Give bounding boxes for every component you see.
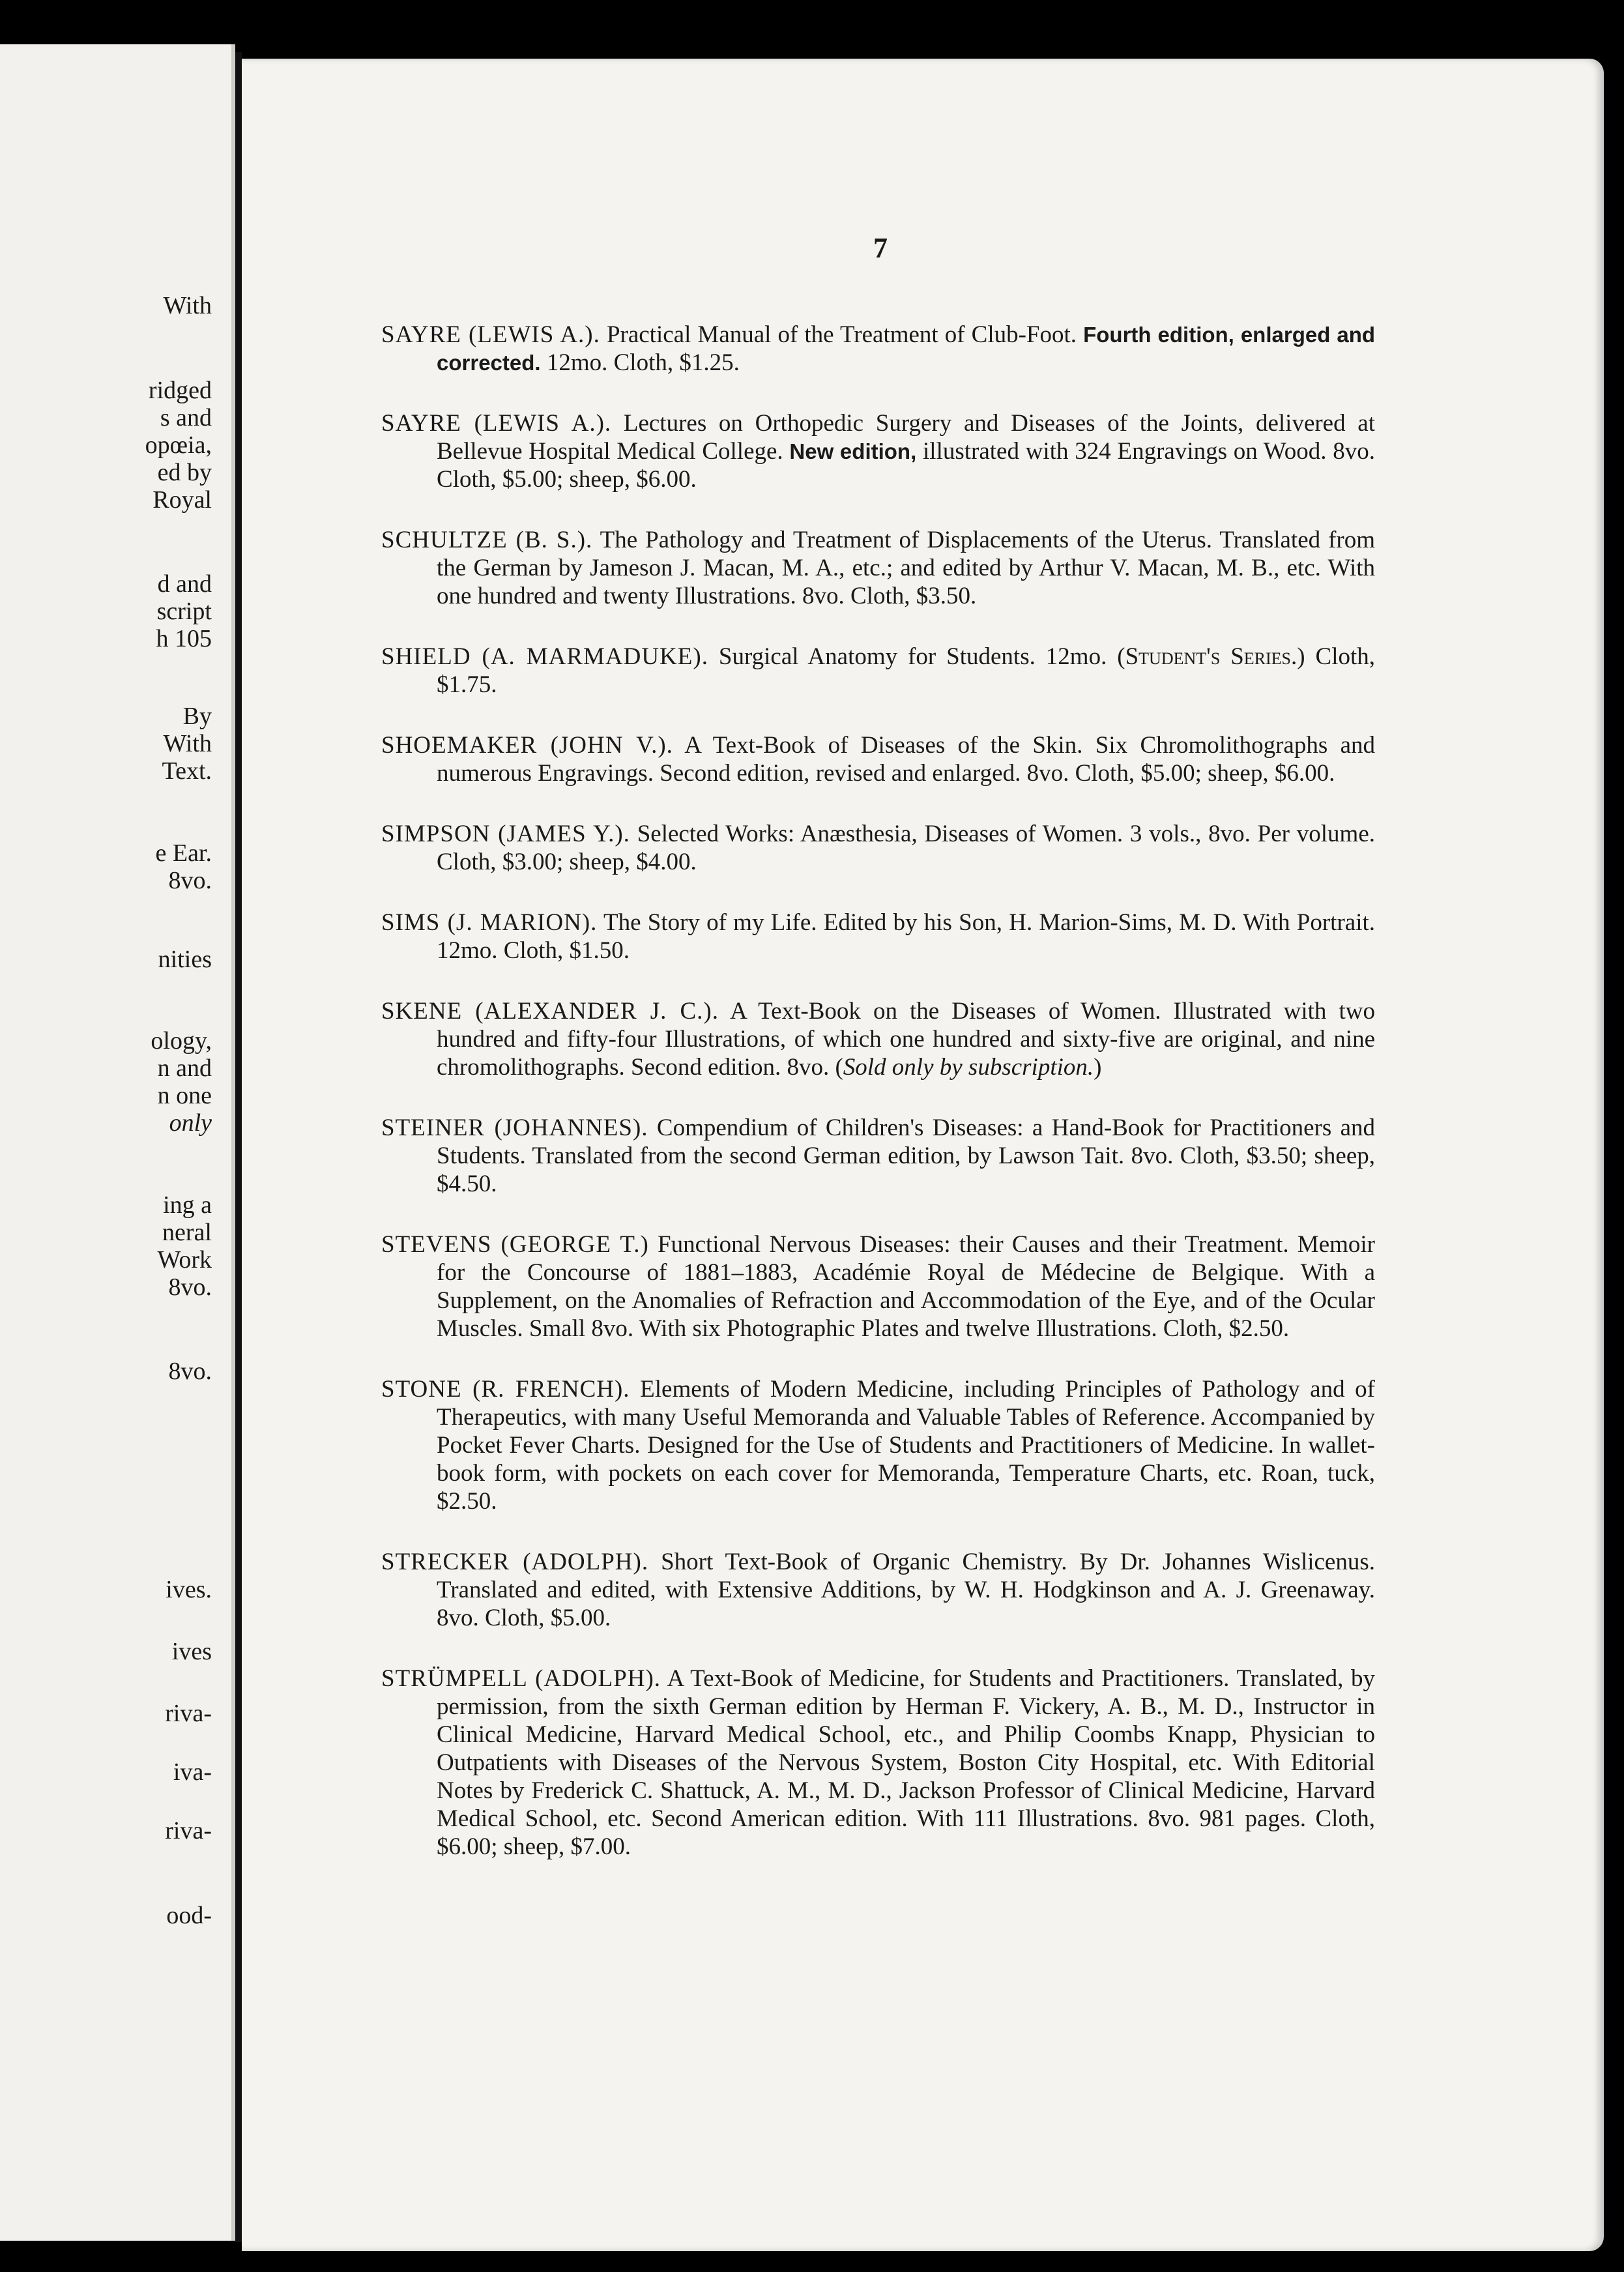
entry-description: The Pathology and Treatment of Displacements of the Uterus. Translated from the German by Jameson J. Macan, M. A., etc.; and edited by Arthur V. Macan, M. B., etc. With one hundred and twenty Illustrations. 8vo. Cloth, $3.50. [437,527,1376,609]
entry-description: Practical Manual of the Treatment of Club-Foot. [606,321,1084,348]
left-page-text-fragment: riva- [165,1700,212,1727]
left-page-text-fragment: iva- [173,1758,212,1786]
entry-description: Elements of Modern Medicine, including Principles of Pathology and of Therapeutics, with many Useful Memoranda and Valuable Tables of Reference. Accompanied by Pocket Fever Charts. Designed for the Use of Students and Practitioners of Medicine. In wallet-book form, with pockets on each cover for Memoranda, Temperature Charts, etc. Roan, tuck, $2.50. [437,1376,1376,1515]
left-page-text-fragment: With [163,292,212,319]
entry-description: Sold only by subscription. [843,1054,1094,1081]
catalog-entry [381,1548,1375,1632]
left-page-text-fragment: By [182,703,212,730]
left-page-text-fragment: Royal [152,486,212,514]
catalog-entry [381,731,1375,787]
left-page-text-fragment: h 105 [156,625,212,652]
catalog-entry [381,1231,1375,1343]
entry-description: Lectures on Orthopedic Surgery and Diseases of the Joints, delivered at Bellevue Hospital Medical College. [437,410,1376,465]
entry-description: A Text-Book of Medicine, for Students and Practitioners. Translated, by permission, from the sixth German edition by Herman F. Vickery, A. B., M. D., Instructor in Clinical Medicine, Harvard Medical School, etc., and Philip Coombs Knapp, Physician to Outpatients with Diseases of the Nervous System, Boston City Hospital, etc. With Editorial Notes by Frederick C. Shattuck, A. M., M. D., Jackson Professor of Clinical Medicine, Harvard Medical School, etc. Second American edition. With 111 Illustrations. 8vo. 981 pages. Cloth, $6.00; sheep, $7.00. [437,1665,1375,1860]
left-page-text-fragment: n and [157,1055,212,1082]
entry-description: New edition, [789,439,917,463]
left-page-text-fragment: opœia, [145,431,212,459]
entry-description: illustrated with 324 Engravings on Wood. 8vo. Cloth, $5.00; sheep, $6.00. [437,438,1376,493]
entry-author: STRECKER (ADOLPH). [381,1549,649,1575]
entry-description: Surgical Anatomy for Students. 12mo. ( [718,643,1125,670]
left-page-text-fragment: With [163,730,212,757]
catalog-entries [381,297,1375,1893]
page-number: 7 [873,232,888,264]
entry-description: Student's Series. [1125,643,1298,670]
left-page-text-fragment: Text. [162,757,212,785]
left-page-text-fragment: Work [157,1246,212,1274]
catalog-entry [381,1375,1375,1515]
entry-author: SIMPSON (JAMES Y.). [381,821,630,847]
left-page-text-fragment: ing a [163,1191,212,1219]
left-page-text-fragment: ed by [157,459,212,486]
left-page-text-fragment: script [156,598,212,625]
left-page-text-fragment: n one [157,1082,212,1109]
catalog-entry [381,909,1375,965]
left-page-text-fragment: only [169,1109,212,1137]
left-page-text-fragment: ridged [148,377,212,404]
left-page-text-fragment: ology, [151,1027,212,1055]
left-page-text-fragment: d and [157,570,212,598]
entry-description: 12mo. Cloth, $1.25. [540,349,740,376]
left-page-text-fragment: riva- [165,1817,212,1844]
entry-description: Compendium of Children's Diseases: a Hand-Book for Practitioners and Students. Translated from the second German edition, by Lawson Tait. 8vo. Cloth, $3.50; sheep, $4.50. [437,1114,1375,1197]
entry-author: SIMS (J. MARION). [381,909,598,936]
left-facing-page [0,44,235,2241]
entry-author: STRÜMPELL (ADOLPH). [381,1665,661,1692]
left-page-text-fragment: 8vo. [168,1358,212,1385]
catalog-entry [381,409,1375,493]
left-page-text-fragment: 8vo. [168,867,212,894]
entry-description: A Text-Book of Diseases of the Skin. Six Chromolithographs and numerous Engravings. Second edition, revised and enlarged. 8vo. Cloth, $5.00; sheep, $6.00. [437,732,1376,787]
entry-author: SHOEMAKER (JOHN V.). [381,732,673,759]
catalog-entry [381,643,1375,699]
entry-author: SAYRE (LEWIS A.). [381,321,600,348]
left-page-text-fragment: ood- [166,1902,212,1929]
left-page-text-fragment: ives. [166,1576,212,1603]
catalog-entry [381,997,1375,1081]
entry-description: ) Cloth, $1.75. [437,643,1376,698]
left-page-text-fragment: neral [162,1219,212,1246]
catalog-entry [381,321,1375,377]
entry-author: STONE (R. FRENCH). [381,1376,630,1403]
entry-author: SHIELD (A. MARMADUKE). [381,643,708,670]
entry-author: STEINER (JOHANNES). [381,1114,648,1141]
entry-description: Functional Nervous Diseases: their Causes and their Treatment. Memoir for the Concourse of 1881–1883, Académie Royal de Médecine de Belgique. With a Supplement, on the Anomalies of Refraction and Accommodation of the Eye, and of the Ocular Muscles. Small 8vo. With six Photographic Plates and twelve Illustrations. Cloth, $2.50. [437,1231,1376,1342]
catalog-entry [381,820,1375,876]
entry-author: SKENE (ALEXANDER J. C.). [381,998,719,1025]
entry-description: Short Text-Book of Organic Chemistry. By Dr. Johannes Wislicenus. Translated and edited, with Extensive Additions, by W. H. Hodgkinson and A. J. Greenaway. 8vo. Cloth, $5.00. [437,1549,1376,1631]
left-page-text-fragment: s and [160,404,212,431]
entry-description: Fourth edition, enlarged and corrected. [437,323,1376,375]
left-page-text-fragment: 8vo. [168,1274,212,1301]
entry-author: STEVENS (GEORGE T.) [381,1231,649,1258]
left-page-text-fragment: e Ear. [155,839,212,867]
entry-description: The Story of my Life. Edited by his Son, H. Marion-Sims, M. D. With Portrait. 12mo. Cloth, $1.50. [437,909,1375,964]
entry-author: SCHULTZE (B. S.). [381,527,593,553]
entry-author: SAYRE (LEWIS A.). [381,410,612,437]
entry-description: A Text-Book on the Diseases of Women. Illustrated with two hundred and fifty-four Illustrations, of which one hundred and sixty-five are original, and nine chromolithographs. Second edition. 8vo. ( [437,998,1376,1081]
left-page-text-fragment: nities [158,946,212,973]
catalog-entry [381,526,1375,610]
entry-description: ) [1094,1054,1102,1081]
book-gutter [235,52,242,2242]
catalog-entry [381,1665,1375,1861]
catalog-entry [381,1114,1375,1198]
entry-description: Selected Works: Anæsthesia, Diseases of Women. 3 vols., 8vo. Per volume. Cloth, $3.00; sheep, $4.00. [437,821,1376,875]
left-page-text-fragment: ives [171,1638,212,1665]
